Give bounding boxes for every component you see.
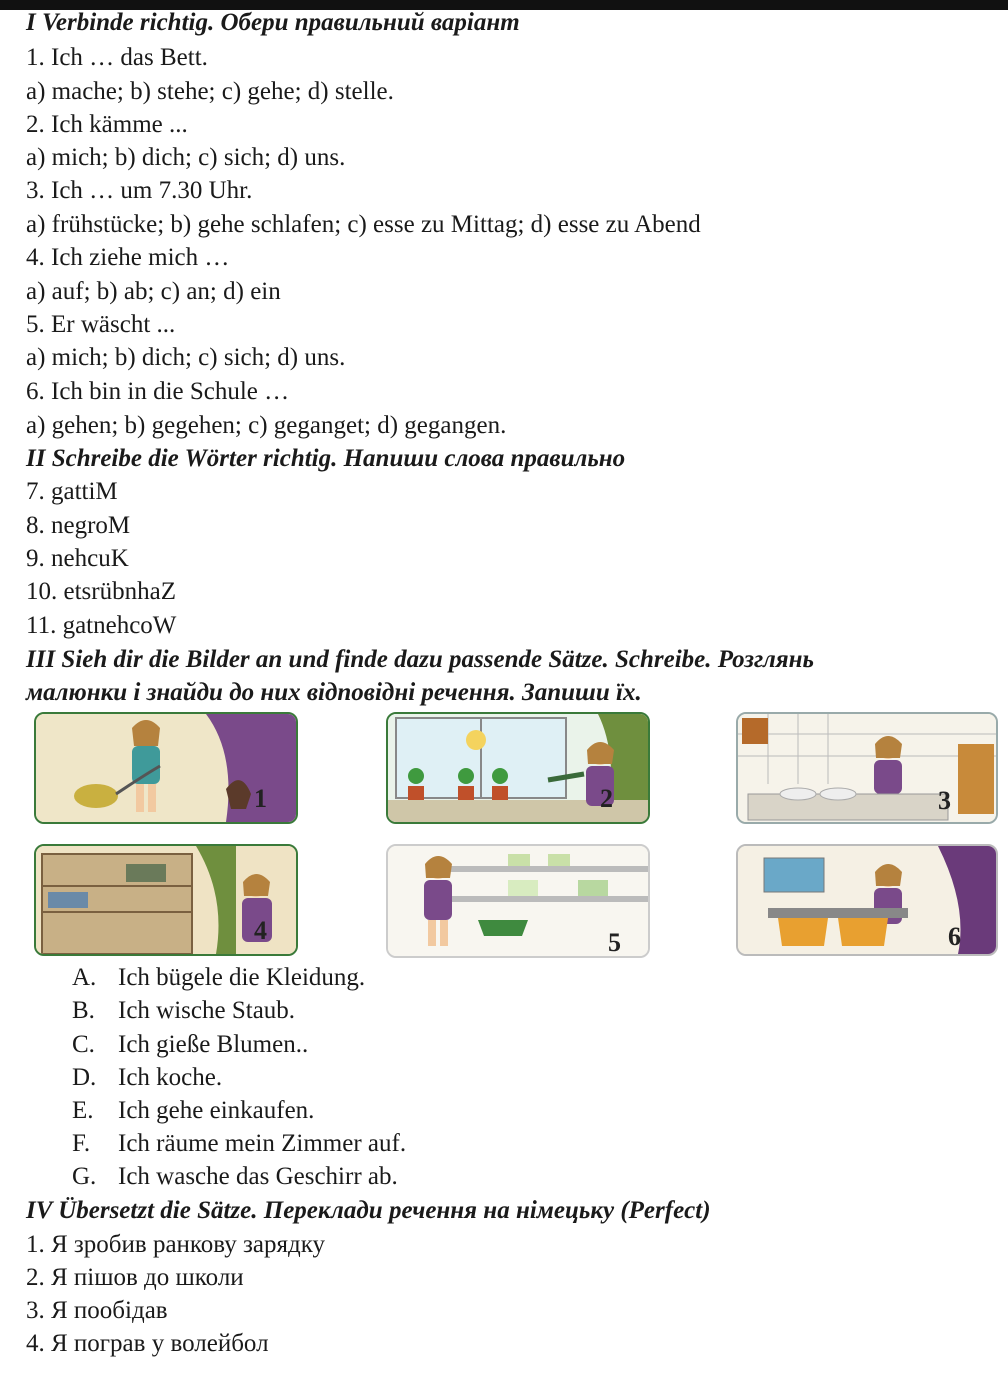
- picture-2: [386, 712, 650, 824]
- word-9: 9. nehcuK: [26, 545, 129, 572]
- picture-4: [34, 844, 298, 956]
- option-g-letter: G.: [72, 1163, 97, 1190]
- option-c-text: Ich gieße Blumen..: [118, 1031, 309, 1058]
- option-d-text: Ich koche.: [118, 1064, 223, 1091]
- option-c-letter: C.: [72, 1031, 95, 1058]
- washing-dishes-illustration: [738, 714, 996, 822]
- question-1-options: a) mache; b) stehe; c) gehe; d) stelle.: [26, 78, 394, 105]
- picture-1: [34, 712, 298, 824]
- option-f-text: Ich räume mein Zimmer auf.: [118, 1130, 407, 1157]
- option-d: [72, 1063, 222, 1093]
- question-6: 6. Ich bin in die Schule …: [26, 378, 290, 405]
- section-3-heading-line-1: III Sieh dir die Bilder an und finde dazu passende Sätze. Schreibe. Розглянь: [26, 646, 814, 673]
- picture-5: [386, 844, 650, 958]
- picture-4-number: 4: [254, 916, 267, 945]
- question-1: 1. Ich … das Bett.: [26, 44, 208, 71]
- option-a-letter: A.: [72, 964, 97, 991]
- section-3-heading-line-2: малюнки і знайди до них відповідні речення. Запиши їх.: [26, 679, 642, 706]
- question-4-options: a) auf; b) ab; c) an; d) ein: [26, 278, 281, 305]
- translate-4: 4. Я пограв у волейбол: [26, 1330, 269, 1357]
- option-a-text: Ich bügele die Kleidung.: [118, 964, 366, 991]
- picture-6-number: 6: [948, 922, 961, 951]
- section-1-heading: I Verbinde richtig. Обери правильний варіант: [26, 9, 520, 36]
- option-g: [72, 1162, 398, 1192]
- option-g-text: Ich wasche das Geschirr ab.: [118, 1163, 398, 1190]
- translate-3: 3. Я пообідав: [26, 1297, 168, 1324]
- picture-2-number: 2: [600, 784, 613, 813]
- option-d-letter: D.: [72, 1064, 97, 1091]
- option-f-letter: F.: [72, 1130, 91, 1157]
- option-a: [72, 963, 365, 993]
- translate-2: 2. Я пішов до школи: [26, 1264, 244, 1291]
- question-2-options: a) mich; b) dich; c) sich; d) uns.: [26, 144, 346, 171]
- question-2: 2. Ich kämme ...: [26, 111, 188, 138]
- question-4: 4. Ich ziehe mich …: [26, 244, 230, 271]
- option-c: [72, 1030, 308, 1060]
- picture-5-number: 5: [608, 928, 621, 957]
- word-10: 10. etsrübnhaZ: [26, 578, 176, 605]
- section-4-heading: IV Übersetzt die Sätze. Переклади речення на німецьку (Perfect): [26, 1197, 711, 1224]
- option-e-text: Ich gehe einkaufen.: [118, 1097, 315, 1124]
- section-2-heading: II Schreibe die Wörter richtig. Напиши слова правильно: [26, 445, 626, 472]
- option-b: [72, 996, 295, 1026]
- question-3: 3. Ich … um 7.30 Uhr.: [26, 177, 253, 204]
- option-e-letter: E.: [72, 1097, 94, 1124]
- option-f: [72, 1129, 406, 1159]
- question-5-options: a) mich; b) dich; c) sich; d) uns.: [26, 344, 346, 371]
- option-e: [72, 1096, 314, 1126]
- picture-3-number: 3: [938, 786, 951, 815]
- word-7: 7. gattiM: [26, 478, 118, 505]
- picture-3: [736, 712, 998, 824]
- picture-6: [736, 844, 998, 956]
- question-3-options: a) frühstücke; b) gehe schlafen; c) esse zu Mittag; d) esse zu Abend: [26, 211, 701, 238]
- option-b-letter: B.: [72, 997, 95, 1024]
- question-6-options: a) gehen; b) gegehen; c) geganget; d) gegangen.: [26, 412, 507, 439]
- translate-1: 1. Я зробив ранкову зарядку: [26, 1231, 325, 1258]
- word-8: 8. negroM: [26, 512, 131, 539]
- word-11: 11. gatnehcoW: [26, 612, 177, 639]
- picture-1-number: 1: [254, 784, 267, 813]
- question-5: 5. Er wäscht ...: [26, 311, 176, 338]
- option-b-text: Ich wische Staub.: [118, 997, 296, 1024]
